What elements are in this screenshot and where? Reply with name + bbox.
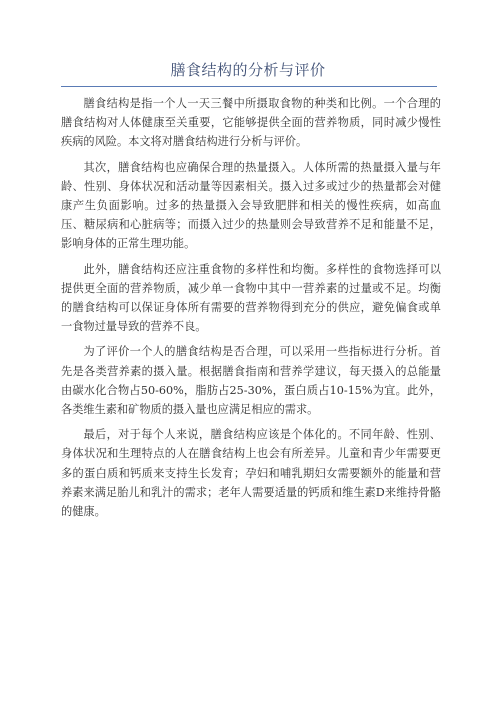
paragraph-intro: 膳食结构是指一个人一天三餐中所摄取食物的种类和比例。一个合理的膳食结构对人体健康至关重要，它能够提供全面的营养物质，同时减少慢性疾病的风险。本文将对膳食结构进行分析与评价。 xyxy=(61,97,441,149)
paragraph-calorie-intake: 其次，膳食结构也应确保合理的热量摄入。人体所需的热量摄入量与年龄、性别、身体状况和活动量等因素相关。摄入过多或过少的热量都会对健康产生负面影响。过多的热量摄入会导致肥胖和相关的慢性疾病，如高血压、糖尿病和心脏病等；而摄入过少的热量则会导致营养不足和能量不足，影响身体的正常生理功能。 xyxy=(61,160,441,251)
paragraph-evaluation-indicators: 为了评价一个人的膳食结构是否合理，可以采用一些指标进行分析。首先是各类营养素的摄入量。根据膳食指南和营养学建议，每天摄入的总能量由碳水化合物占50-60%，脂肪占25-30%，蛋白质占10-15%为宜。此外，各类维生素和矿物质的摄入量也应满足相应的需求。 xyxy=(61,345,441,417)
document-body xyxy=(61,94,441,527)
paragraph-individualization: 最后，对于每个人来说，膳食结构应该是个体化的。不同年龄、性别、身体状况和生理特点的人在膳食结构上也会有所差异。儿童和青少年需要更多的蛋白质和钙质来支持生长发育；孕妇和哺乳期妇女需要额外的能量和营养素来满足胎儿和乳汁的需求；老年人需要适量的钙质和维生素D来维持骨骼的健康。 xyxy=(61,428,441,519)
title-underline xyxy=(61,86,437,87)
document-title: 膳食结构的分析与评价 xyxy=(170,61,326,79)
paragraph-diversity-balance: 此外，膳食结构还应注重食物的多样性和均衡。多样性的食物选择可以提供更全面的营养物质，减少单一食物中其中一营养素的过量或不足。均衡的膳食结构可以保证身体所有需要的营养物得到充分的供应，避免偏食或单一食物过量导致的营养不良。 xyxy=(61,262,441,334)
